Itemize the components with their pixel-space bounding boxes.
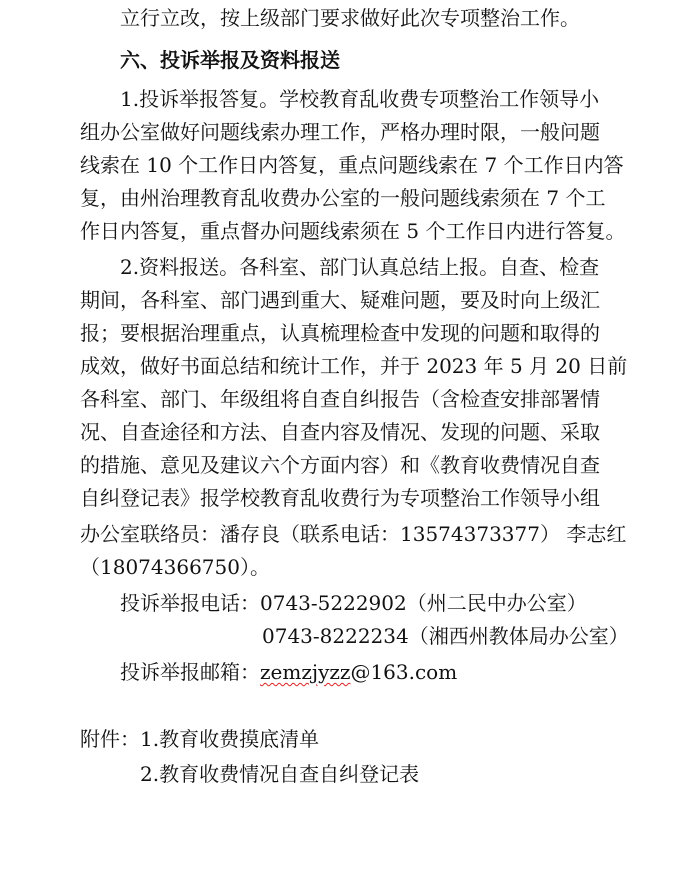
attachments-label: 附件：: [80, 727, 140, 751]
phone-number-2: 0743-8222234（湘西州教体局办公室）: [262, 624, 629, 648]
email-label: 投诉举报邮箱：: [120, 660, 260, 684]
text-line: 自纠登记表》报学校教育乱收费行为专项整治工作领导小组: [80, 486, 600, 510]
text-line: 成效，做好书面总结和统计工作，并于 2023 年 5 月 20 日前: [80, 354, 628, 378]
attachment-item-2: 2.教育收费情况自查自纠登记表: [140, 762, 420, 786]
text-line: 各科室、部门、年级组将自查自纠报告（含检查安排部署情: [80, 387, 600, 411]
text-line: （18074366750）。: [80, 555, 270, 579]
text-line: 况、自查途径和方法、自查内容及情况、发现的问题、采取: [80, 420, 600, 444]
text-line: 期间，各科室、部门遇到重大、疑难问题，要及时向上级汇: [80, 288, 600, 312]
text-line: 报；要根据治理重点，认真梳理检查中发现的问题和取得的: [80, 321, 600, 345]
complaint-phone-row: [120, 589, 587, 617]
phone-number-1: 0743-5222902（州二民中办公室）: [260, 591, 587, 615]
text-line: 立行立改，按上级部门要求做好此次专项整治工作。: [120, 6, 580, 30]
text-line: 的措施、意见及建议六个方面内容）和《教育收费情况自查: [80, 453, 600, 477]
email-user: zemzjyzz: [260, 660, 351, 684]
text-line: 1.投诉举报答复。学校教育乱收费专项整治工作领导小: [120, 87, 600, 111]
email-domain: @163.com: [350, 660, 458, 684]
attachments-row: [80, 725, 319, 753]
attachment-item-1: 1.教育收费摸底清单: [140, 727, 320, 751]
text-line: 组办公室做好问题线索办理工作，严格办理时限，一般问题: [80, 120, 600, 144]
text-line: 办公室联络员：潘存良（联系电话：13574373377） 李志红: [80, 522, 627, 546]
text-line: 2.资料报送。各科室、部门认真总结上报。自查、检查: [120, 255, 600, 279]
text-line: 复，由州治理教育乱收费办公室的一般问题线索须在 7 个工: [80, 186, 606, 210]
phone-label: 投诉举报电话：: [120, 591, 260, 615]
text-line: 线索在 10 个工作日内答复，重点问题线索在 7 个工作日内答: [80, 153, 624, 177]
section-heading: 六、投诉举报及资料报送: [120, 48, 340, 72]
complaint-email-row: [120, 658, 457, 686]
text-line: 作日内答复，重点督办问题线索须在 5 个工作日内进行答复。: [80, 219, 626, 243]
